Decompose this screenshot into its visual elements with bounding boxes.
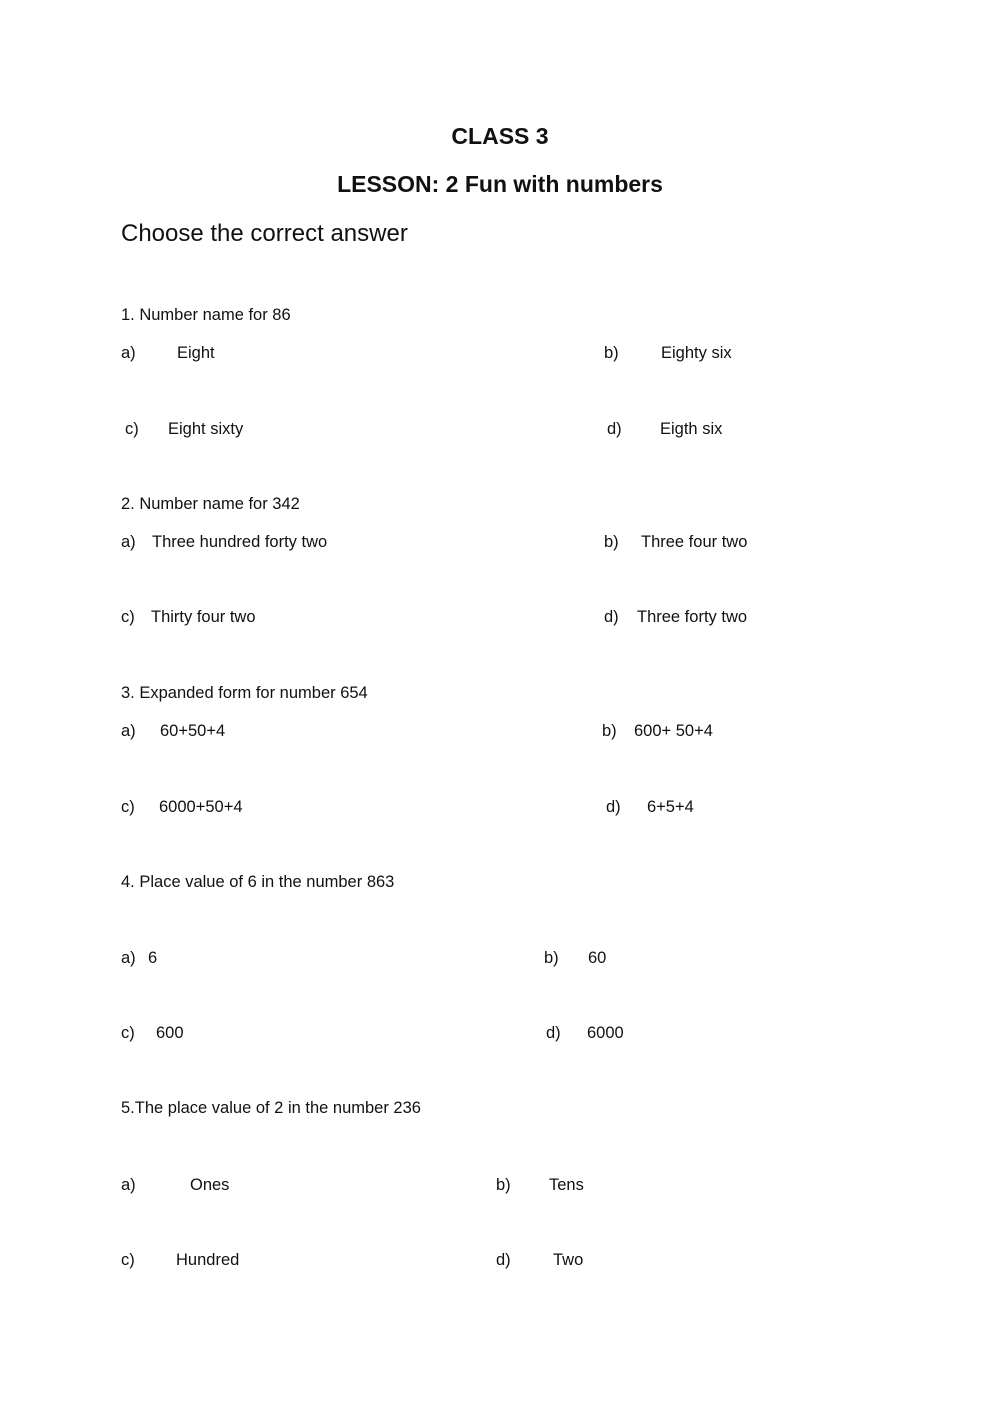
q2-option-a-letter: a) [121,533,136,551]
q3-option-d-text[interactable]: 6+5+4 [647,798,694,816]
question-2-text: 2. Number name for 342 [121,495,300,513]
q4-option-a-text[interactable]: 6 [148,949,158,967]
q2-option-d-text[interactable]: Three forty two [637,608,748,626]
q2-option-a-text[interactable]: Three hundred forty two [152,533,328,551]
q5-option-c-text[interactable]: Hundred [176,1251,240,1269]
q4-option-c-text[interactable]: 600 [156,1024,184,1042]
question-3-text: 3. Expanded form for number 654 [121,684,368,702]
instruction-text: Choose the correct answer [121,220,408,247]
q2-option-b-text[interactable]: Three four two [641,533,748,551]
question-4-text: 4. Place value of 6 in the number 863 [121,873,395,891]
q3-option-b-text[interactable]: 600+ 50+4 [634,722,713,740]
q1-option-a-text[interactable]: Eight [177,344,215,362]
q4-option-b-letter: b) [544,949,559,967]
q4-option-b-text[interactable]: 60 [588,949,607,967]
q3-option-b-letter: b) [602,722,617,740]
question-5-text: 5.The place value of 2 in the number 236 [121,1099,421,1117]
question-1-text: 1. Number name for 86 [121,306,291,324]
q4-option-c-letter: c) [121,1024,135,1042]
q3-option-a-letter: a) [121,722,136,740]
q5-option-a-letter: a) [121,1176,136,1194]
q2-option-c-letter: c) [121,608,135,626]
q2-option-d-letter: d) [604,608,619,626]
q2-option-c-text[interactable]: Thirty four two [151,608,256,626]
q1-option-d-text[interactable]: Eigth six [660,420,723,438]
q3-option-d-letter: d) [606,798,621,816]
lesson-title: LESSON: 2 Fun with numbers [337,171,663,197]
q5-option-b-letter: b) [496,1176,511,1194]
q3-option-c-text[interactable]: 6000+50+4 [159,798,243,816]
q5-option-a-text[interactable]: Ones [190,1176,230,1194]
q4-option-d-text[interactable]: 6000 [587,1024,624,1042]
q5-option-b-text[interactable]: Tens [549,1176,584,1194]
q3-option-c-letter: c) [121,798,135,816]
q3-option-a-text[interactable]: 60+50+4 [160,722,226,740]
q5-option-d-text[interactable]: Two [553,1251,584,1269]
q5-option-c-letter: c) [121,1251,135,1269]
q1-option-c-text[interactable]: Eight sixty [168,420,244,438]
q1-option-b-letter: b) [604,344,619,362]
q1-option-c-letter: c) [125,420,139,438]
q1-option-b-text[interactable]: Eighty six [661,344,732,362]
q1-option-d-letter: d) [607,420,622,438]
class-title: CLASS 3 [451,123,549,149]
q1-option-a-letter: a) [121,344,136,362]
q4-option-d-letter: d) [546,1024,561,1042]
q5-option-d-letter: d) [496,1251,511,1269]
q4-option-a-letter: a) [121,949,136,967]
q2-option-b-letter: b) [604,533,619,551]
